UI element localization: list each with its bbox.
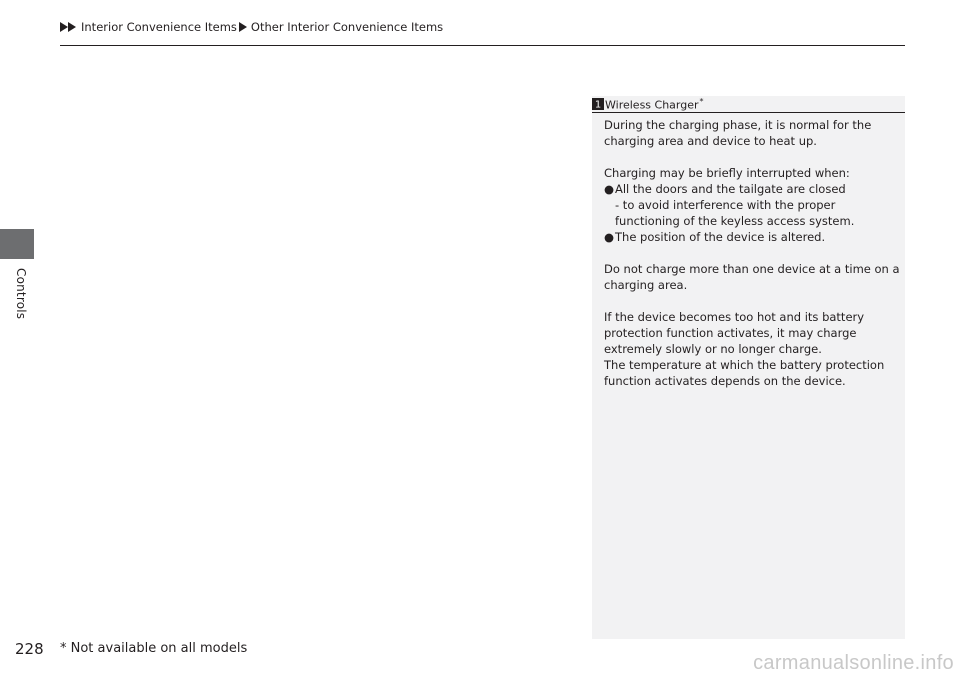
watermark: carmanualsonline.info	[753, 652, 954, 674]
double-arrow-icon	[60, 22, 78, 32]
note-paragraph: Do not charge more than one device at a time on a charging area.	[604, 262, 900, 292]
bullet-item: ● The position of the device is altered.	[604, 230, 826, 244]
footnote: * Not available on all models	[60, 641, 248, 656]
header-rule	[60, 45, 905, 46]
note-paragraph: If the device becomes too hot and its battery protection function activates, it may charge extremely slowly or no longer charge.	[604, 310, 865, 356]
bullet-item: ● All the doors and the tailgate are closed	[604, 182, 846, 196]
page-number: 228	[15, 640, 44, 658]
bullet-icon: ●	[604, 230, 615, 244]
note-title: Wireless Charger*	[605, 96, 704, 112]
svg-text:1: 1	[594, 99, 602, 110]
note-body	[604, 117, 900, 389]
note-paragraph: The temperature at which the battery protection function activates depends on the device.	[604, 358, 885, 388]
arrow-icon	[239, 22, 248, 32]
section-tab-marker	[0, 229, 34, 259]
asterisk: *	[699, 96, 704, 106]
note-panel	[592, 96, 905, 639]
note-heading	[592, 96, 905, 113]
bullet-subtext: - to avoid interference with the proper functioning of the keyless access system.	[615, 198, 855, 228]
bullet-icon: ●	[604, 182, 615, 196]
breadcrumb	[60, 20, 443, 34]
note-reference-icon	[592, 98, 604, 110]
section-tab-label: Controls	[14, 268, 28, 320]
breadcrumb-item-other-interior[interactable]: Other Interior Convenience Items	[250, 20, 444, 34]
note-paragraph: During the charging phase, it is normal for the charging area and device to heat up.	[604, 118, 872, 148]
breadcrumb-item-interior-convenience[interactable]: Interior Convenience Items	[81, 20, 237, 34]
note-paragraph: Charging may be briefly interrupted when:	[604, 166, 850, 180]
